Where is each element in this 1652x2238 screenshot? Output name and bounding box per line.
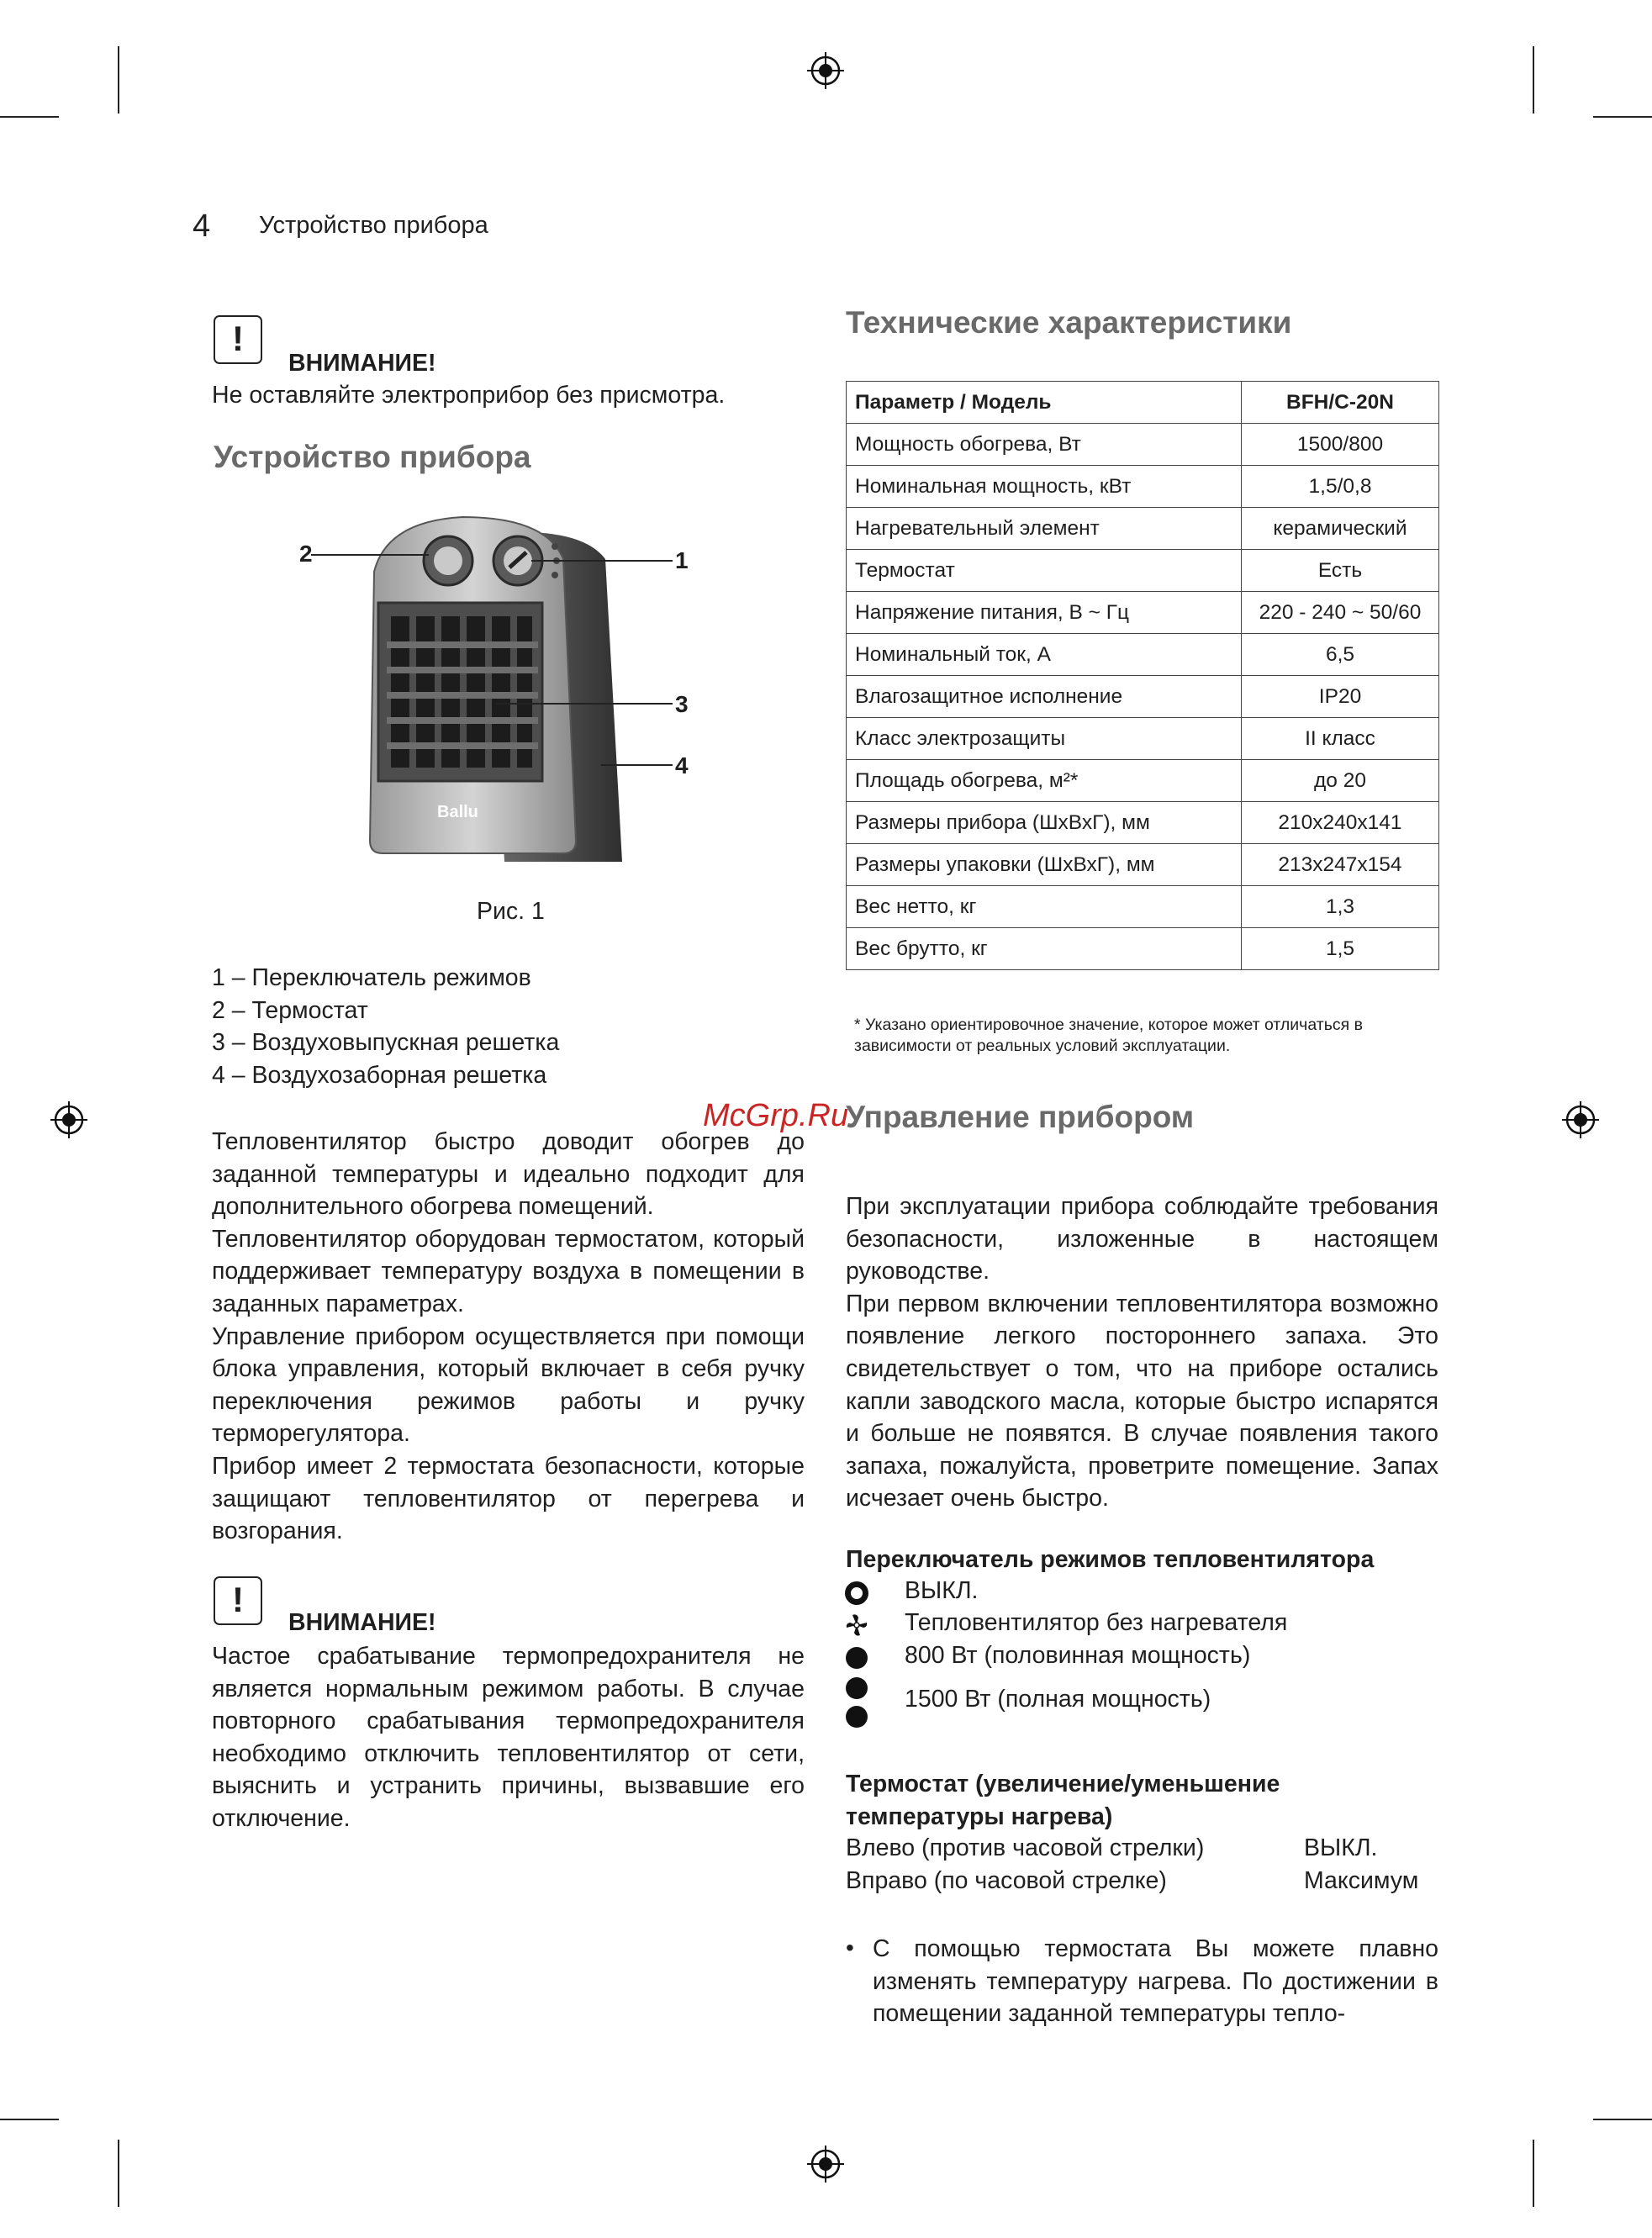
figure-caption: Рис. 1 — [477, 898, 545, 925]
callout-label: 4 — [675, 752, 689, 779]
watermark: McGrp.Ru — [703, 1098, 849, 1133]
table-cell-value: до 20 — [1242, 760, 1439, 802]
mode-label: ВЫКЛ. — [905, 1577, 979, 1604]
thermostat-result: Максимум — [1304, 1867, 1419, 1894]
table-cell-value: 220 - 240 ~ 50/60 — [1242, 592, 1439, 634]
spec-footnote: * Указано ориентировочное значение, которое может отличаться в зависимости от реальных условий эксплуатации. — [854, 1016, 1363, 1055]
table-cell-parameter: Номинальная мощность, кВт — [847, 466, 1242, 508]
table-row — [847, 844, 1439, 886]
table-row — [847, 676, 1439, 718]
warning-title: ВНИМАНИЕ! — [288, 350, 436, 377]
paragraph: Тепловентилятор быстро доводит обогрев до заданной температуры и идеально подходит для дополнительного обогрева помещений. — [212, 1128, 805, 1221]
table-header-cell: Параметр / Модель — [847, 382, 1242, 424]
table-row — [847, 550, 1439, 592]
table-cell-value: 6,5 — [1242, 634, 1439, 676]
table-cell-value: 1,5 — [1242, 928, 1439, 970]
paragraph: При эксплуатации прибора соблюдайте требования безопасности, изложенные в настоящем руководстве. — [846, 1193, 1438, 1285]
table-cell-parameter: Номинальный ток, А — [847, 634, 1242, 676]
callout-label: 3 — [675, 691, 689, 717]
table-cell-parameter: Размеры упаковки (ШхВхГ), мм — [847, 844, 1242, 886]
crop-mark — [118, 2140, 119, 2207]
thermostat-title: Термостат (увеличение/уменьшение температуры нагрева) — [846, 1771, 1280, 1830]
table-cell-parameter: Напряжение питания, В ~ Гц — [847, 592, 1242, 634]
table-cell-parameter: Влагозащитное исполнение — [847, 676, 1242, 718]
double-dot-icon — [844, 1676, 869, 1729]
section-title-control: Управление прибором — [846, 1100, 1195, 1134]
table-header-cell: BFH/C-20N — [1242, 382, 1439, 424]
mode-label: Тепловентилятор без нагревателя — [905, 1609, 1288, 1636]
table-cell-parameter: Вес брутто, кг — [847, 928, 1242, 970]
table-header-row — [847, 382, 1439, 424]
legend-item: 1 – Переключатель режимов — [212, 964, 531, 991]
bullet-marker: • — [846, 1934, 854, 1961]
table-row — [847, 466, 1439, 508]
table-cell-parameter: Вес нетто, кг — [847, 886, 1242, 928]
table-row — [847, 886, 1439, 928]
crop-mark — [1593, 116, 1652, 118]
mode-label: 800 Вт (половинная мощность) — [905, 1642, 1251, 1669]
dot-icon — [844, 1645, 869, 1671]
registration-mark-icon — [807, 52, 844, 89]
bullet-text: С помощью термостата Вы можете плавно изменять температуру нагрева. По достижении в помещении заданной температуры тепло- — [873, 1935, 1438, 2028]
table-row — [847, 760, 1439, 802]
table-row — [847, 802, 1439, 844]
warning-text: Частое срабатывание термопредохранителя не является нормальным режимом работы. В случае повторного срабатывания термопредохранителя необходимо отключить тепловентилятор от сети, выяснить и устранить причины, вызвавшие его отключение. — [212, 1643, 805, 1832]
table-cell-value: IP20 — [1242, 676, 1439, 718]
table-row — [847, 718, 1439, 760]
table-row — [847, 928, 1439, 970]
running-header: Устройство прибора — [259, 212, 488, 239]
figure-legend — [212, 962, 817, 1091]
legend-item: 2 – Термостат — [212, 996, 368, 1024]
callout-label: 1 — [675, 547, 689, 573]
crop-mark — [0, 116, 59, 118]
crop-mark — [1533, 46, 1534, 113]
spec-table — [846, 381, 1439, 970]
table-cell-value: 1500/800 — [1242, 424, 1439, 466]
warning-text: Не оставляйте электроприбор без присмотра. — [212, 382, 726, 409]
table-row — [847, 424, 1439, 466]
table-cell-parameter: Мощность обогрева, Вт — [847, 424, 1242, 466]
fan-icon — [844, 1613, 869, 1638]
body-text-right — [846, 1190, 1438, 1515]
crop-mark — [1593, 2119, 1652, 2120]
crop-mark — [118, 46, 119, 113]
registration-mark-icon — [807, 2146, 844, 2183]
table-row — [847, 592, 1439, 634]
legend-item: 3 – Воздуховыпускная решетка — [212, 1029, 560, 1057]
table-cell-value: Есть — [1242, 550, 1439, 592]
thermostat-row — [846, 1834, 1434, 1862]
mode-label: 1500 Вт (полная мощность) — [905, 1686, 1211, 1713]
paragraph: Прибор имеет 2 термостата безопасности, которые защищают тепловентилятор от перегрева и возгорания. — [212, 1452, 805, 1545]
section-title-specs: Технические характеристики — [846, 305, 1292, 340]
callout-label: 2 — [299, 541, 313, 567]
page-number: 4 — [193, 208, 211, 244]
table-cell-value: керамический — [1242, 508, 1439, 550]
registration-mark-icon — [1562, 1101, 1599, 1138]
modes-title: Переключатель режимов тепловентилятора — [846, 1546, 1375, 1573]
table-row — [847, 634, 1439, 676]
thermostat-result: ВЫКЛ. — [1304, 1834, 1378, 1861]
body-text-left — [212, 1126, 805, 1548]
table-cell-parameter: Класс электрозащиты — [847, 718, 1242, 760]
table-cell-value: 1,5/0,8 — [1242, 466, 1439, 508]
heater-figure — [294, 509, 698, 862]
table-row — [847, 508, 1439, 550]
legend-item: 4 – Воздухозаборная решетка — [212, 1061, 547, 1089]
ring-icon — [844, 1581, 869, 1606]
warning-icon: ! — [214, 1576, 262, 1625]
table-cell-parameter: Термостат — [847, 550, 1242, 592]
thermostat-direction: Вправо (по часовой стрелке) — [846, 1867, 1167, 1894]
section-title-device: Устройство прибора — [214, 440, 531, 474]
table-cell-parameter: Нагревательный элемент — [847, 508, 1242, 550]
paragraph: Тепловентилятор оборудован термостатом, который поддерживает температуру воздуха в помещении в заданных параметрах. — [212, 1225, 805, 1317]
table-cell-value: 213х247х154 — [1242, 844, 1439, 886]
crop-mark — [1533, 2140, 1534, 2207]
crop-mark — [0, 2119, 59, 2120]
table-cell-value: 210х240х141 — [1242, 802, 1439, 844]
thermostat-row — [846, 1867, 1434, 1895]
warning-icon: ! — [214, 315, 262, 364]
brand-logo: Ballu — [437, 803, 478, 821]
paragraph: При первом включении тепловентилятора возможно появление легкого постороннего запаха. Это свидетельствует о том, что на приборе остались капли заводского масла, которые быстро испарятся и больше не появятся. В случае появления такого запаха, пожалуйста, проветрите помещение. Запах исчезает очень быстро. — [846, 1290, 1438, 1512]
table-cell-parameter: Площадь обогрева, м²* — [847, 760, 1242, 802]
table-cell-value: II класс — [1242, 718, 1439, 760]
registration-mark-icon — [50, 1101, 87, 1138]
table-cell-value: 1,3 — [1242, 886, 1439, 928]
warning-title: ВНИМАНИЕ! — [288, 1609, 436, 1636]
thermostat-direction: Влево (против часовой стрелки) — [846, 1834, 1205, 1861]
paragraph: Управление прибором осуществляется при помощи блока управления, который включает в себя ручку переключения режимов работы и ручку терморегулятора. — [212, 1322, 805, 1448]
table-cell-parameter: Размеры прибора (ШхВхГ), мм — [847, 802, 1242, 844]
